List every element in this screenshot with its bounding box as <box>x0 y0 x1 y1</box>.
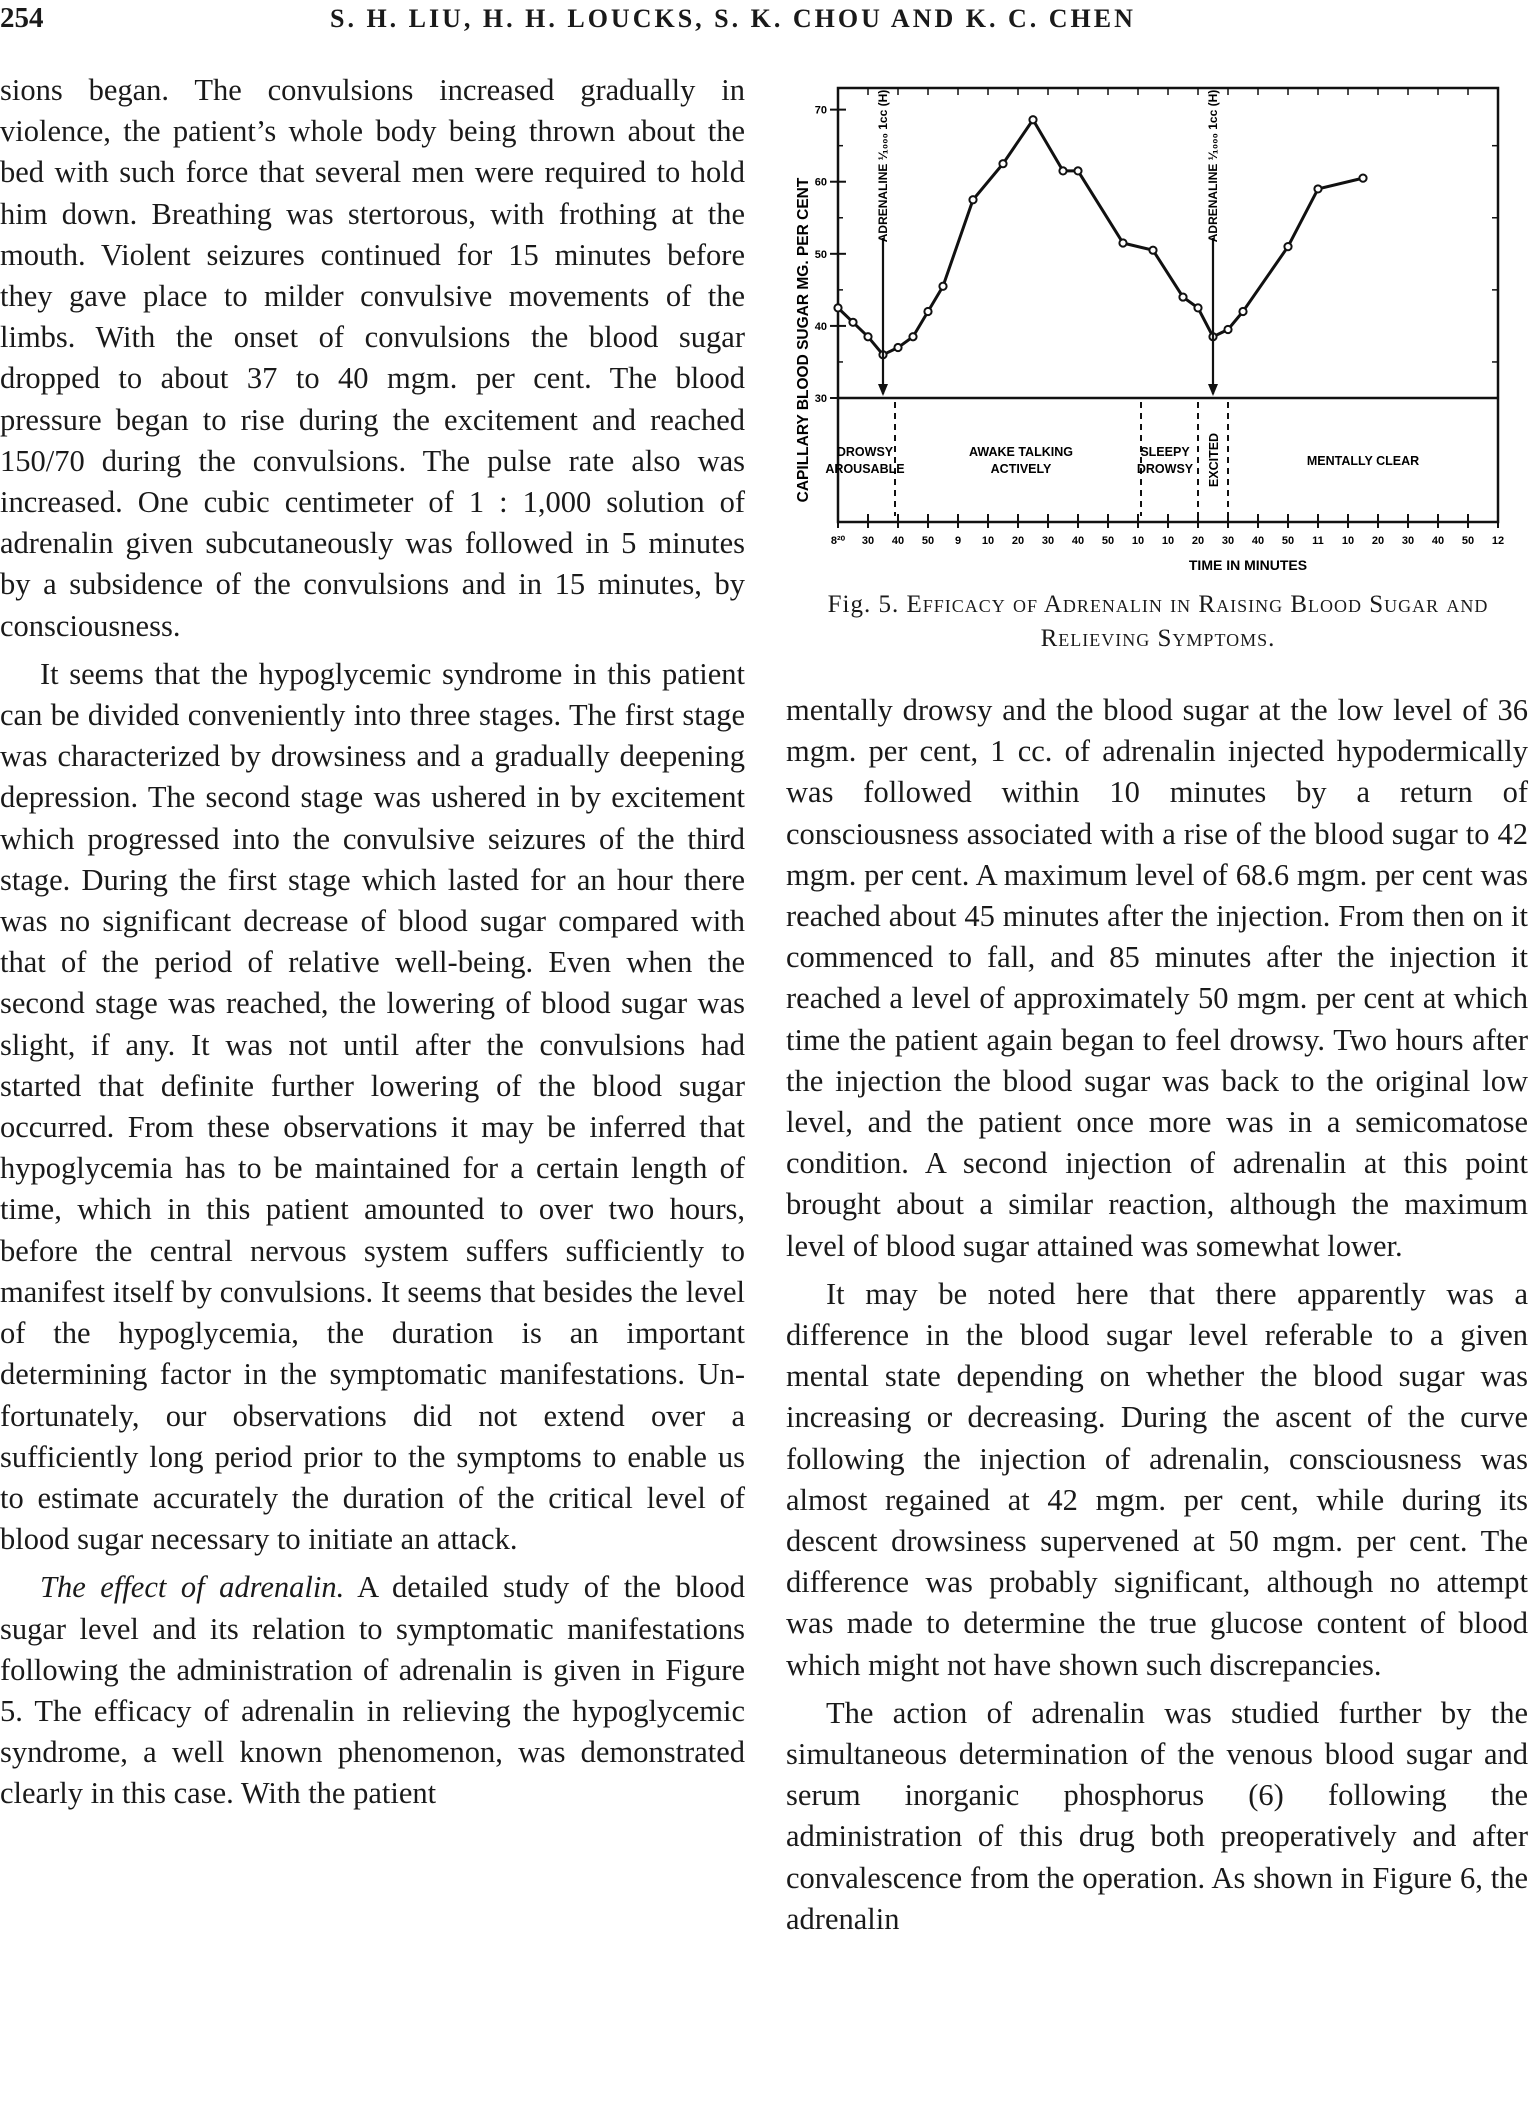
x-tick-label: 20 <box>1371 535 1385 547</box>
figure-caption <box>786 588 1530 656</box>
left-column <box>0 70 745 1815</box>
left-paragraph-3 <box>0 1567 745 1814</box>
data-point <box>1314 185 1321 192</box>
right-paragraph-1: mentally drowsy and the blood sugar at the low level of 36 mgm. per cent, 1 cc. of adrenalin injected hypodermically was followed within 10 minutes by a return of consciousness associated with a rise of the blood sugar to 42 mgm. per cent. A maximum level of 68.6 mgm. per cent was reached about 45 minutes after the injection. From then on it commenced to fall, and 85 minutes after the injection it reached a level of approximately 50 mgm. per cent at which time the patient again began to feel drowsy. Two hours after the injection the blood sugar was back to the original low level, and the patient once more was in a semicomatose condition. A second injection of adrenalin at this point brought about a similar reaction, although the maximum level of blood sugar attained was somewhat lower. <box>786 693 1528 1263</box>
y-tick-label: 40 <box>814 320 827 333</box>
page-header <box>0 0 1536 60</box>
x-tick-label: 11 <box>1312 535 1324 547</box>
state-label: MENTALLY CLEAR <box>1306 454 1420 468</box>
state-label: SLEEPY <box>1140 445 1190 459</box>
x-tick-label: 40 <box>1071 535 1085 547</box>
state-label: DROWSY <box>836 445 894 459</box>
state-label: ACTIVELY <box>990 462 1052 476</box>
y-tick-label: 70 <box>814 104 827 117</box>
data-point <box>1239 308 1246 315</box>
data-point <box>849 319 856 326</box>
data-point <box>894 344 901 351</box>
data-point <box>864 333 871 340</box>
state-label: EXCITED <box>1207 432 1221 488</box>
data-point <box>1284 243 1291 250</box>
x-tick-label: 50 <box>921 535 935 547</box>
data-point <box>1224 326 1231 333</box>
state-label: AROUSABLE <box>825 462 905 476</box>
x-tick-label: 40 <box>1251 535 1265 547</box>
data-point <box>999 160 1006 167</box>
x-axis-label: TIME IN MINUTES <box>1188 557 1308 573</box>
y-tick-label: 60 <box>814 176 827 189</box>
data-point <box>939 283 946 290</box>
data-point <box>924 308 931 315</box>
data-point <box>1029 116 1036 123</box>
data-point <box>969 196 976 203</box>
left-paragraph-2: It seems that the hypoglycemic syndrome in this patient can be divided conveniently into three stages. The first stage was characterized by drowsiness and a gradually deepening depression. The second stage was ushered in by excitement which progressed into the convulsive seizures of the third stage. During the first stage which lasted for an hour there was no significant decrease of blood sugar compared with that of the period of relative well-being. Even when the second stage was reached, the lowering of blood sugar was slight, if any. It was not until after the convulsions had started that definite further lowering of the blood sugar occurred. From these observations it may be inferred that hypoglycemia has to be maintained for a certain length of time, which in this patient amounted to over two hours, before the central nervous system suffers sufficiently to manifest itself by convulsions. It seems that besides the level of the hypoglycemia, the duration is an important determining factor in the symptomatic manifestations. Unfortunately, our observations did not extend over a sufficiently long period prior to the symptoms to enable us to estimate accurately the duration of the critical level of blood sugar necessary to initiate an attack. <box>0 656 745 1557</box>
figure-5 <box>786 70 1534 670</box>
right-paragraph-2: It may be noted here that there apparently was a difference in the blood sugar level referable to a given mental state depending on whether the blood sugar was increasing or decreasing. During the ascent of the curve following the injection of adrenalin, consciousness was almost regained at 42 mgm. per cent, while during its descent drowsiness supervened at 50 mgm. per cent. The difference was probably significant, although no attempt was made to determine the true glucose content of blood which might not have shown such discrepancies. <box>786 1276 1528 1682</box>
data-point <box>1059 167 1066 174</box>
y-tick-label: 50 <box>814 248 827 261</box>
section-heading: The effect of adrenalin. <box>40 1570 345 1605</box>
data-point <box>909 333 916 340</box>
state-label: DROWSY <box>1136 462 1194 476</box>
x-tick-label: 30 <box>1221 535 1235 547</box>
x-tick-label: 30 <box>861 535 875 547</box>
y-axis-label: CAPILLARY BLOOD SUGAR MG. PER CENT <box>795 177 812 503</box>
data-point <box>1074 167 1081 174</box>
page-number: 254 <box>0 2 44 34</box>
data-point <box>1179 293 1186 300</box>
x-tick-label: 20 <box>1011 535 1025 547</box>
x-tick-label: 50 <box>1101 535 1115 547</box>
x-tick-label: 40 <box>1431 535 1445 547</box>
data-point <box>1359 175 1366 182</box>
x-tick-label: 10 <box>1131 535 1145 547</box>
x-tick-label: 40 <box>891 535 905 547</box>
x-tick-label: 12 <box>1491 535 1505 547</box>
figure-caption-text: Efficacy of Adrenalin in Raising Blood Sugar and Relieving Symptoms. <box>906 591 1489 652</box>
figure-label: Fig. 5. <box>827 591 900 618</box>
x-tick-label: 50 <box>1281 535 1295 547</box>
x-tick-label: 20 <box>1191 535 1205 547</box>
blood-sugar-line <box>838 120 1363 355</box>
y-tick-label: 30 <box>814 393 827 405</box>
state-label: AWAKE TALKING <box>969 445 1073 459</box>
adrenaline-arrowhead <box>1208 384 1218 396</box>
right-column <box>786 690 1528 1940</box>
x-tick-label: 10 <box>1161 535 1175 547</box>
x-tick-label: 30 <box>1401 535 1415 547</box>
left-paragraph-3-body: A detailed study of the blood sugar level and its relation to symptomatic manifestations following the administration of adrenalin is given in Figure 5. The efficacy of adrenalin in relieving the hypoglycemic syndrome, a well known phenomenon, was demonstrated clearly in this case. With the patient <box>0 1570 745 1811</box>
left-paragraph-1: sions began. The convulsions increased gradually in violence, the patient’s whole body being thrown about the bed with such force that several men were required to hold him down. Breathing was stertorous, with frothing at the mouth. Violent seizures continued for 15 minutes before they gave place to milder convulsive movements of the limbs. With the onset of convulsions the blood sugar dropped to about 37 to 40 mgm. per cent. The blood pressure began to rise during the excitement and reached 150/70 during the convulsions. The pulse rate also was increased. One cubic centimeter of 1 : 1,000 solution of adrenalin given subcutaneously was followed in 5 minutes by a subsidence of the convulsions and in 15 minutes, by consciousness. <box>0 73 745 643</box>
x-tick-label: 9 <box>954 535 962 547</box>
x-tick-label: 50 <box>1461 535 1475 547</box>
x-tick-label: 10 <box>981 535 995 547</box>
x-tick-label: 30 <box>1041 535 1055 547</box>
adrenaline-annotation: ADRENALINE ¹⁄₁₀₀₀ 1cc (H) <box>876 89 890 243</box>
x-tick-label: 10 <box>1341 535 1355 547</box>
data-point <box>1149 247 1156 254</box>
running-head: S. H. LIU, H. H. LOUCKS, S. K. CHOU AND K. C. CHEN <box>330 4 1136 33</box>
adrenaline-annotation: ADRENALINE ¹⁄₁₀₀₀ 1cc (H) <box>1206 89 1220 243</box>
data-point <box>834 304 841 311</box>
right-paragraph-3: The action of adrenalin was studied further by the simultaneous determination of the venous blood sugar and serum inorganic phosphorus (6) following the administration of this drug both preoperatively and after convalescence from the operation. As shown in Figure 6, the adrenalin <box>786 1695 1528 1936</box>
data-point <box>1119 239 1126 246</box>
adrenaline-arrowhead <box>878 384 888 396</box>
data-point <box>1194 304 1201 311</box>
x-tick-label: 8²⁰ <box>830 535 846 547</box>
blood-sugar-chart <box>786 70 1534 580</box>
